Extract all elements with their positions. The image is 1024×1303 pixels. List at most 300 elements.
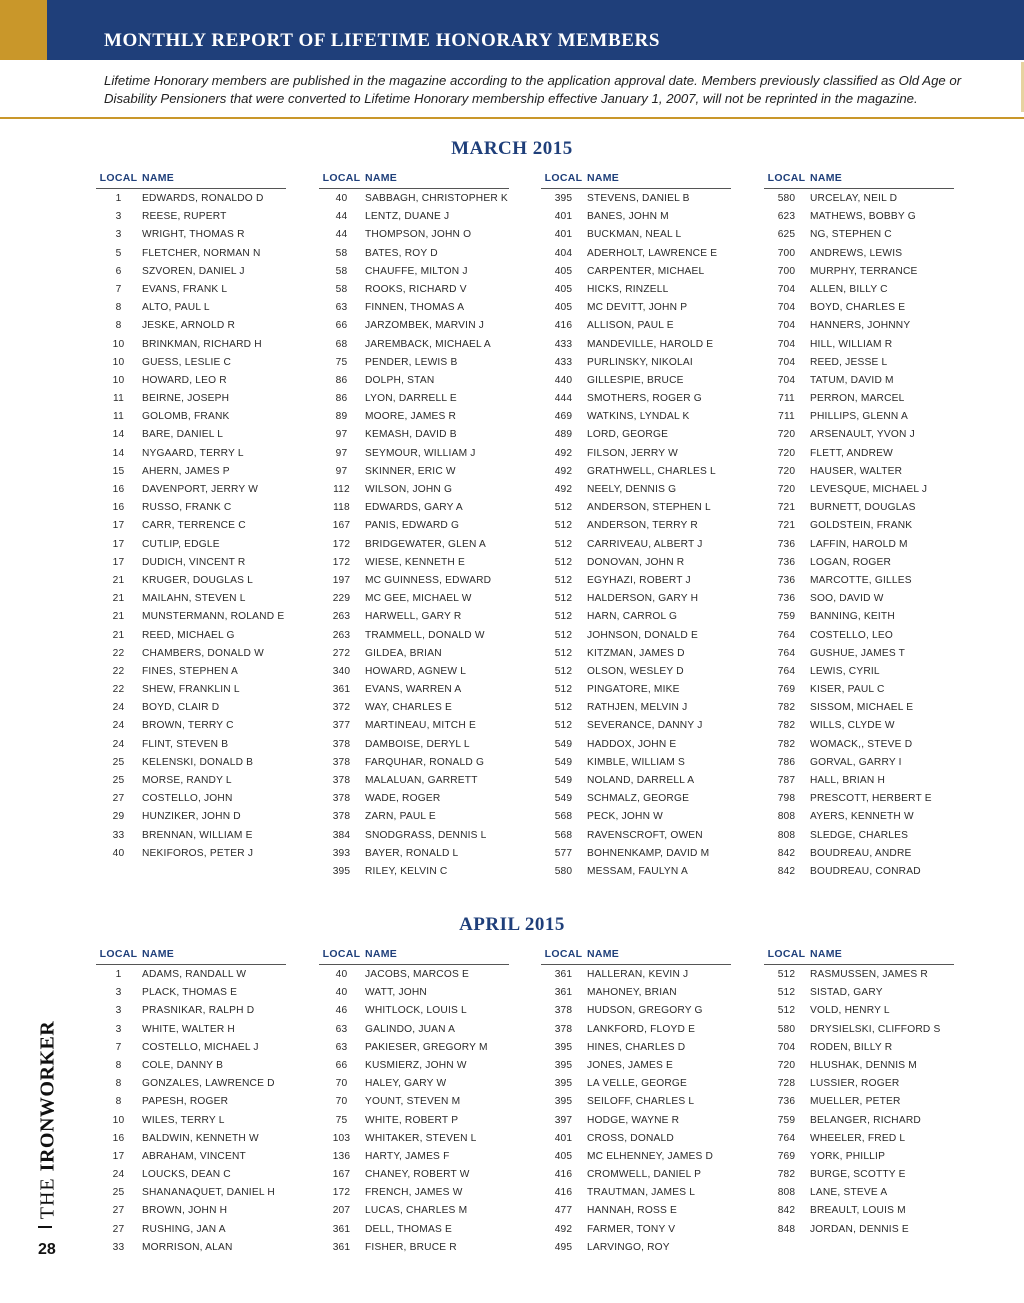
member-name: FILSON, JERRY W	[587, 447, 678, 459]
member-local: 378	[332, 811, 351, 823]
member-name: LENTZ, DUANE J	[365, 211, 450, 223]
member-local: 1	[115, 969, 122, 980]
member-row	[96, 756, 286, 774]
column-header	[764, 172, 954, 189]
member-name: FINES, STEPHEN A	[142, 665, 239, 677]
member-row	[96, 968, 286, 986]
member-local: 10	[112, 338, 125, 350]
member-name: ARSENAULT, YVON J	[810, 429, 915, 441]
member-local: 377	[332, 720, 351, 732]
member-name: WOMACK,, STEVE D	[810, 738, 913, 750]
member-local: 489	[554, 429, 573, 441]
member-name: THOMPSON, JOHN O	[365, 229, 472, 241]
member-local: 103	[332, 1132, 351, 1144]
intro-text: Lifetime Honorary members are published in the magazine according to the application approval date. Members previously classified as Old Age or Disability Pensioners that were converted to Lifetime Honorary membership effective January 1, 2007, will not be reprinted in the magazine.	[104, 73, 962, 106]
member-name: MC GEE, MICHAEL W	[365, 593, 472, 605]
member-local: 549	[554, 756, 573, 768]
member-local: 40	[112, 847, 125, 859]
member-row	[96, 338, 286, 356]
member-row	[541, 738, 731, 756]
member-row	[764, 319, 954, 337]
member-row	[541, 647, 731, 665]
local-header: LOCAL	[767, 172, 806, 184]
member-local: 97	[335, 465, 348, 477]
member-name: BOYD, CHARLES E	[810, 302, 906, 314]
member-local: 15	[112, 465, 125, 477]
member-local: 704	[777, 374, 796, 386]
member-local: 568	[554, 811, 573, 823]
member-row	[541, 1150, 731, 1168]
member-local: 395	[554, 1059, 573, 1071]
member-row	[764, 592, 954, 610]
member-name: REESE, RUPERT	[142, 211, 227, 223]
member-name: PERRON, MARCEL	[810, 393, 905, 405]
member-row	[541, 1132, 731, 1150]
member-local: 378	[554, 1023, 573, 1035]
member-local: 512	[554, 720, 573, 732]
member-row	[764, 1150, 954, 1168]
member-row	[541, 428, 731, 446]
member-name: HARTY, JAMES F	[365, 1150, 450, 1162]
member-local: 512	[554, 520, 573, 532]
member-name: CROMWELL, DANIEL P	[587, 1169, 702, 1181]
member-local: 22	[112, 684, 125, 696]
member-name: COSTELLO, LEO	[810, 629, 893, 641]
name-header: NAME	[587, 948, 620, 960]
member-row	[96, 428, 286, 446]
member-row	[96, 319, 286, 337]
member-column	[541, 948, 731, 1259]
member-row	[96, 1132, 286, 1150]
member-name: GOLDSTEIN, FRANK	[810, 520, 913, 532]
member-local: 700	[777, 265, 796, 277]
member-local: 704	[777, 356, 796, 368]
member-local: 6	[115, 265, 122, 277]
member-name: WAY, CHARLES E	[365, 702, 452, 714]
member-name: STEVENS, DANIEL B	[587, 193, 690, 204]
member-name: BALDWIN, KENNETH W	[142, 1132, 259, 1144]
local-header: LOCAL	[99, 172, 138, 184]
member-row	[96, 647, 286, 665]
section-title-april: APRIL 2015	[459, 914, 565, 935]
member-row	[96, 1204, 286, 1222]
member-row	[764, 283, 954, 301]
member-row	[764, 719, 954, 737]
member-row	[764, 865, 954, 883]
member-column	[319, 948, 509, 1259]
member-row	[96, 847, 286, 865]
member-local: 416	[554, 1187, 573, 1199]
member-name: GILDEA, BRIAN	[365, 647, 442, 659]
member-row	[319, 719, 509, 737]
member-local: 24	[112, 1169, 125, 1181]
local-header: LOCAL	[99, 948, 138, 960]
member-name: CARPENTER, MICHAEL	[587, 265, 705, 277]
member-local: 66	[335, 320, 348, 332]
member-row	[319, 792, 509, 810]
member-row	[764, 338, 954, 356]
member-name: ALTO, PAUL L	[142, 302, 210, 314]
member-name: CROSS, DONALD	[587, 1132, 674, 1144]
member-name: MESSAM, FAULYN A	[587, 865, 688, 877]
member-local: 1	[115, 193, 122, 204]
member-local: 393	[332, 847, 351, 859]
member-name: CUTLIP, EDGLE	[142, 538, 220, 550]
member-row	[764, 683, 954, 701]
member-name: MC DEVITT, JOHN P	[587, 302, 688, 314]
member-local: 416	[554, 1169, 573, 1181]
member-name: LORD, GEORGE	[587, 429, 669, 441]
member-row	[319, 447, 509, 465]
member-name: SCHMALZ, GEORGE	[587, 793, 690, 805]
member-name: ANDREWS, LEWIS	[810, 247, 903, 259]
member-name: FINNEN, THOMAS A	[365, 302, 465, 314]
member-row	[96, 1168, 286, 1186]
member-row	[96, 301, 286, 319]
member-local: 704	[777, 283, 796, 295]
member-name: MORSE, RANDY L	[142, 775, 232, 786]
member-row	[96, 665, 286, 683]
member-row	[319, 1095, 509, 1113]
member-local: 764	[777, 665, 796, 677]
member-local: 848	[777, 1223, 796, 1235]
member-local: 172	[332, 1187, 351, 1199]
member-name: FLETT, ANDREW	[810, 447, 893, 459]
member-local: 44	[335, 211, 348, 223]
member-local: 711	[778, 411, 795, 423]
member-local: 512	[554, 629, 573, 641]
member-local: 512	[554, 702, 573, 714]
member-name: PURLINSKY, NIKOLAI	[587, 356, 693, 368]
member-row	[541, 592, 731, 610]
member-row	[96, 1041, 286, 1059]
member-name: PRASNIKAR, RALPH D	[142, 1005, 255, 1017]
member-name: EDWARDS, GARY A	[365, 502, 463, 514]
member-name: LOGAN, ROGER	[810, 556, 892, 568]
member-name: HODGE, WAYNE R	[587, 1114, 680, 1126]
member-row	[541, 265, 731, 283]
member-local: 14	[112, 447, 125, 459]
member-local: 10	[112, 374, 125, 386]
member-row	[319, 1241, 509, 1259]
member-row	[764, 1077, 954, 1095]
member-row	[319, 738, 509, 756]
member-local: 33	[112, 829, 125, 841]
member-row	[764, 701, 954, 719]
member-row	[764, 968, 954, 986]
local-header: LOCAL	[767, 948, 806, 960]
member-row	[96, 1004, 286, 1022]
gold-corner-tab	[0, 0, 47, 60]
member-local: 11	[113, 411, 124, 423]
member-local: 8	[115, 1096, 122, 1108]
member-row	[764, 1186, 954, 1204]
member-local: 512	[777, 1005, 796, 1017]
member-name: HOWARD, AGNEW L	[365, 665, 467, 677]
member-row	[764, 1023, 954, 1041]
member-local: 395	[554, 1096, 573, 1108]
member-local: 759	[777, 611, 796, 623]
member-local: 372	[332, 702, 351, 714]
member-name: HADDOX, JOHN E	[587, 738, 677, 750]
member-local: 17	[112, 520, 125, 532]
member-row	[319, 774, 509, 792]
member-local: 27	[112, 793, 125, 805]
member-name: AYERS, KENNETH W	[810, 811, 914, 823]
member-local: 808	[777, 811, 796, 823]
member-name: WATKINS, LYNDAL K	[587, 411, 690, 423]
member-name: HALEY, GARY W	[365, 1078, 447, 1090]
member-local: 401	[554, 1132, 573, 1144]
member-row	[96, 610, 286, 628]
member-row	[541, 792, 731, 810]
member-local: 68	[335, 338, 348, 350]
member-local: 16	[112, 502, 125, 514]
member-name: BOHNENKAMP, DAVID M	[587, 847, 710, 859]
member-name: BROWN, TERRY C	[142, 720, 234, 732]
member-row	[319, 1004, 509, 1022]
member-local: 263	[332, 629, 351, 641]
member-name: COSTELLO, MICHAEL J	[142, 1041, 259, 1053]
member-local: 24	[112, 738, 125, 750]
member-row	[764, 629, 954, 647]
member-local: 378	[332, 738, 351, 750]
member-name: WHITE, ROBERT P	[365, 1114, 459, 1126]
member-local: 512	[554, 647, 573, 659]
member-local: 167	[332, 520, 351, 532]
member-name: MORRISON, ALAN	[142, 1241, 233, 1253]
member-local: 401	[554, 211, 573, 223]
member-local: 21	[112, 611, 125, 623]
member-name: ADAMS, RANDALL W	[142, 969, 247, 980]
member-local: 22	[112, 665, 125, 677]
member-row	[541, 210, 731, 228]
member-local: 440	[554, 374, 573, 386]
intro-divider	[0, 117, 1024, 119]
member-name: LOUCKS, DEAN C	[142, 1169, 231, 1181]
member-local: 3	[115, 1023, 122, 1035]
member-row	[541, 501, 731, 519]
member-name: JOHNSON, DONALD E	[587, 629, 698, 641]
member-row	[319, 1150, 509, 1168]
member-name: BOUDREAU, ANDRE	[810, 847, 912, 859]
member-name: HILL, WILLIAM R	[810, 338, 893, 350]
member-row	[764, 829, 954, 847]
member-name: LEWIS, CYRIL	[810, 665, 880, 677]
member-row	[541, 1095, 731, 1113]
member-row	[96, 1186, 286, 1204]
member-local: 808	[777, 1187, 796, 1199]
member-name: RUSHING, JAN A	[142, 1223, 226, 1235]
member-row	[96, 574, 286, 592]
member-row	[541, 338, 731, 356]
member-row	[319, 356, 509, 374]
member-name: EGYHAZI, ROBERT J	[587, 574, 691, 586]
member-local: 842	[777, 847, 796, 859]
member-local: 24	[112, 702, 125, 714]
member-name: KELENSKI, DONALD B	[142, 756, 254, 768]
member-row	[96, 683, 286, 701]
member-row	[764, 538, 954, 556]
member-local: 769	[777, 684, 796, 696]
member-name: LANKFORD, FLOYD E	[587, 1023, 696, 1035]
member-row	[764, 392, 954, 410]
member-name: LUSSIER, ROGER	[810, 1078, 900, 1090]
member-local: 397	[554, 1114, 573, 1126]
side-divider	[38, 1226, 52, 1228]
member-local: 492	[554, 1223, 573, 1235]
member-name: RILEY, KELVIN C	[365, 865, 448, 877]
member-row	[541, 301, 731, 319]
page-title: MONTHLY REPORT OF LIFETIME HONORARY MEMBERS	[104, 30, 660, 51]
column-header	[319, 172, 509, 189]
member-row	[319, 574, 509, 592]
member-local: 58	[335, 247, 348, 259]
member-row	[319, 1114, 509, 1132]
member-local: 764	[777, 629, 796, 641]
member-name: PLACK, THOMAS E	[142, 987, 238, 999]
member-local: 395	[554, 193, 573, 204]
member-local: 477	[554, 1205, 573, 1217]
member-row	[319, 810, 509, 828]
member-row	[764, 774, 954, 792]
member-local: 33	[112, 1241, 125, 1253]
member-local: 197	[332, 574, 351, 586]
member-name: TATUM, DAVID M	[810, 374, 894, 386]
section-title-march: MARCH 2015	[451, 138, 573, 159]
member-name: SISSOM, MICHAEL E	[810, 702, 914, 714]
member-row	[764, 247, 954, 265]
name-header: NAME	[365, 172, 398, 184]
member-name: KISER, PAUL C	[810, 684, 885, 696]
name-header: NAME	[365, 948, 398, 960]
member-local: 66	[335, 1059, 348, 1071]
member-local: 17	[112, 556, 125, 568]
member-name: SLEDGE, CHARLES	[810, 829, 909, 841]
member-local: 512	[554, 556, 573, 568]
member-name: DUDICH, VINCENT R	[142, 556, 246, 568]
member-name: PINGATORE, MIKE	[587, 684, 680, 696]
member-local: 8	[115, 320, 122, 332]
member-row	[96, 1114, 286, 1132]
column-header	[541, 172, 731, 189]
member-local: 29	[112, 811, 125, 823]
member-name: SEILOFF, CHARLES L	[587, 1096, 695, 1108]
member-row	[764, 1223, 954, 1241]
member-name: RUSSO, FRANK C	[142, 502, 232, 514]
member-row	[319, 1077, 509, 1095]
member-local: 75	[335, 1114, 348, 1126]
member-local: 97	[335, 447, 348, 459]
member-local: 720	[777, 429, 796, 441]
member-local: 229	[332, 593, 351, 605]
member-name: FRENCH, JAMES W	[365, 1187, 463, 1199]
member-row	[541, 810, 731, 828]
member-name: NG, STEPHEN C	[810, 229, 892, 241]
member-row	[96, 374, 286, 392]
member-row	[319, 968, 509, 986]
member-row	[96, 829, 286, 847]
member-local: 58	[335, 265, 348, 277]
member-local: 720	[777, 465, 796, 477]
member-local: 70	[335, 1078, 348, 1090]
member-row	[541, 829, 731, 847]
column-header	[96, 948, 286, 965]
member-local: 512	[777, 969, 796, 980]
member-row	[96, 592, 286, 610]
member-name: HINES, CHARLES D	[587, 1041, 686, 1053]
member-local: 512	[554, 611, 573, 623]
member-local: 395	[554, 1041, 573, 1053]
member-row	[319, 1186, 509, 1204]
member-name: SMOTHERS, ROGER G	[587, 393, 702, 405]
member-row	[541, 374, 731, 392]
member-row	[764, 265, 954, 283]
member-local: 416	[554, 320, 573, 332]
member-local: 433	[554, 356, 573, 368]
member-name: DAMBOISE, DERYL L	[365, 738, 470, 750]
member-local: 63	[335, 302, 348, 314]
member-row	[541, 247, 731, 265]
member-local: 782	[777, 1169, 796, 1181]
member-local: 3	[115, 987, 122, 999]
member-row	[764, 1114, 954, 1132]
member-name: KIMBLE, WILLIAM S	[587, 756, 685, 768]
member-row	[541, 665, 731, 683]
member-name: HANNAH, ROSS E	[587, 1205, 677, 1217]
member-local: 704	[777, 302, 796, 314]
member-name: KUSMIERZ, JOHN W	[365, 1059, 467, 1071]
member-local: 40	[335, 193, 348, 204]
member-name: JESKE, ARNOLD R	[142, 320, 236, 332]
member-local: 720	[777, 1059, 796, 1071]
member-column	[764, 948, 954, 1241]
member-name: CARR, TERRENCE C	[142, 520, 246, 532]
member-local: 405	[554, 265, 573, 277]
name-header: NAME	[810, 172, 843, 184]
member-row	[319, 538, 509, 556]
member-row	[96, 1150, 286, 1168]
member-row	[764, 410, 954, 428]
member-row	[541, 410, 731, 428]
member-name: NEELY, DENNIS G	[587, 484, 677, 495]
member-row	[319, 756, 509, 774]
member-row	[764, 810, 954, 828]
magazine-name: IRONWORKER	[36, 1020, 59, 1172]
member-local: 549	[554, 793, 573, 805]
member-row	[541, 1241, 731, 1259]
member-local: 172	[332, 538, 351, 550]
member-row	[764, 738, 954, 756]
member-row	[96, 483, 286, 501]
member-local: 361	[332, 1223, 351, 1235]
member-row	[96, 1059, 286, 1077]
member-name: RAVENSCROFT, OWEN	[587, 829, 703, 841]
member-local: 8	[115, 1059, 122, 1071]
member-local: 433	[554, 338, 573, 350]
local-header: LOCAL	[544, 948, 583, 960]
member-name: WILSON, JOHN G	[365, 484, 453, 495]
local-header: LOCAL	[322, 172, 361, 184]
member-name: BEIRNE, JOSEPH	[142, 393, 230, 405]
member-row	[541, 1077, 731, 1095]
member-name: EDWARDS, RONALDO D	[142, 193, 264, 204]
member-row	[96, 556, 286, 574]
member-local: 720	[777, 447, 796, 459]
member-name: ADERHOLT, LAWRENCE E	[587, 247, 718, 259]
member-name: PECK, JOHN W	[587, 811, 663, 823]
member-row	[319, 665, 509, 683]
